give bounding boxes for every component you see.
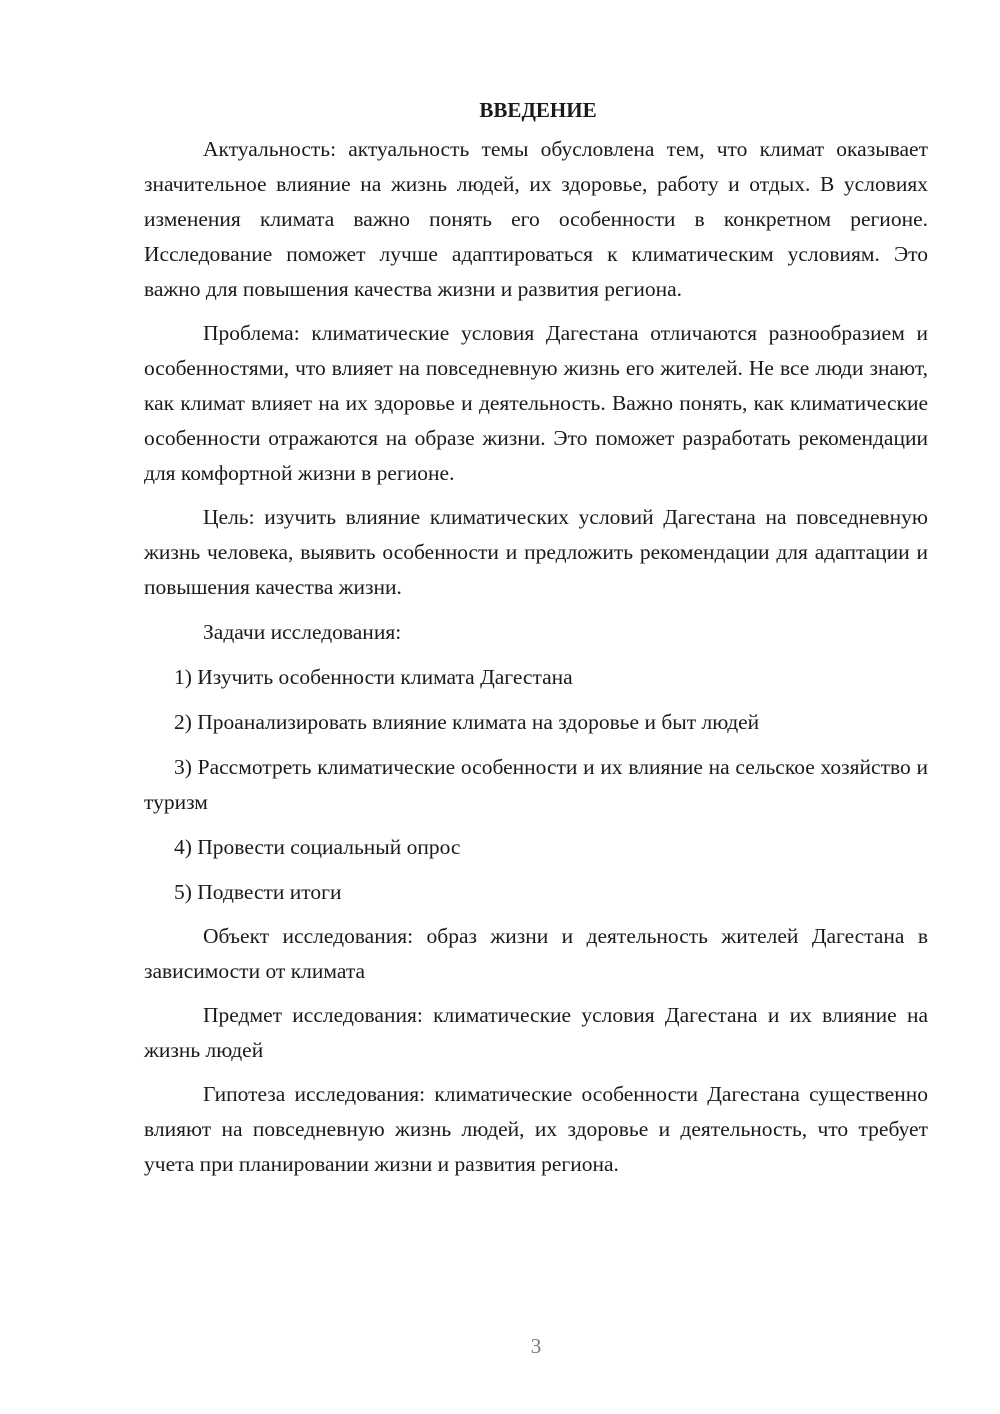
paragraph-relevance: Актуальность: актуальность темы обусловлена тем, что климат оказывает значительное влияние на жизнь людей, их здоровье, работу и отдых. В условиях изменения климата важно понять его особенности в конкретном регионе. Исследование поможет лучше адаптироваться к климатическим условиям. Это важно для повышения качества жизни и развития региона.: [144, 137, 928, 301]
task-item-5: 5) Подвести итоги: [174, 880, 342, 904]
task-item-4: 4) Провести социальный опрос: [174, 835, 461, 859]
paragraph-hypothesis: Гипотеза исследования: климатические особенности Дагестана существенно влияют на повседневную жизнь людей, их здоровье и деятельность, что требует учета при планировании жизни и развития региона.: [144, 1082, 928, 1176]
page-number: 3: [530, 1334, 542, 1358]
document-page: [144, 92, 928, 1182]
paragraph-subject: Предмет исследования: климатические условия Дагестана и их влияние на жизнь людей: [144, 1003, 928, 1062]
page-title: ВВЕДЕНИЕ: [479, 98, 597, 122]
task-item-3: 3) Рассмотреть климатические особенности и их влияние на сельское хозяйство и туризм: [144, 755, 928, 814]
tasks-heading: Задачи исследования:: [203, 620, 402, 644]
paragraph-object: Объект исследования: образ жизни и деятельность жителей Дагестана в зависимости от климата: [144, 924, 928, 983]
paragraph-goal: Цель: изучить влияние климатических условий Дагестана на повседневную жизнь человека, выявить особенности и предложить рекомендации для адаптации и повышения качества жизни.: [144, 505, 928, 599]
task-item-2: 2) Проанализировать влияние климата на здоровье и быт людей: [174, 710, 760, 734]
task-item-1: 1) Изучить особенности климата Дагестана: [174, 665, 573, 689]
paragraph-problem: Проблема: климатические условия Дагестана отличаются разнообразием и особенностями, что влияет на повседневную жизнь его жителей. Не все люди знают, как климат влияет на их здоровье и деятельность. Важно понять, как климатические особенности отражаются на образе жизни. Это поможет разработать рекомендации для комфортной жизни в регионе.: [144, 321, 928, 485]
